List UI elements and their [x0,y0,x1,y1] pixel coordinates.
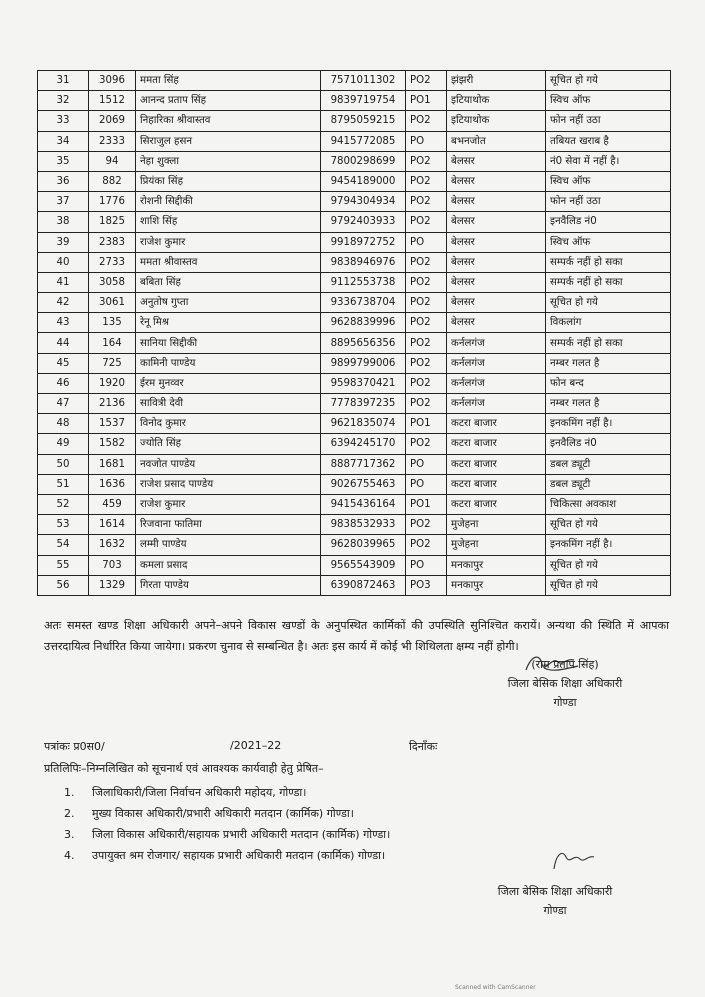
list-item-number: 2. [64,807,75,820]
mobile-cell: 8795059215 [321,111,406,131]
post-cell: PO2 [406,71,447,91]
post-cell: PO2 [406,353,447,373]
mobile-cell: 9628839996 [321,313,406,333]
name-cell: राजेश कुमार [136,494,321,514]
post-cell: PO2 [406,212,447,232]
serial-number-cell: 43 [38,313,89,333]
remark-cell: तबियत खराब है [546,131,671,151]
serial-number-cell: 41 [38,272,89,292]
table-row [38,313,671,333]
name-cell: बबिता सिंह [136,272,321,292]
name-cell: सानिया सिद्दीकी [136,333,321,353]
post-cell: PO2 [406,535,447,555]
post-cell: PO1 [406,494,447,514]
code-cell: 3096 [89,71,136,91]
list-item [64,782,664,803]
post-cell: PO2 [406,252,447,272]
name-cell: ममता श्रीवास्तव [136,252,321,272]
post-cell: PO2 [406,293,447,313]
name-cell: कमला प्रसाद [136,555,321,575]
serial-number-cell: 52 [38,494,89,514]
mobile-cell: 9792403933 [321,212,406,232]
table-row [38,232,671,252]
mobile-cell: 7778397235 [321,394,406,414]
code-cell: 882 [89,171,136,191]
remark-cell: डबल ड्यूटी [546,474,671,494]
table-row [38,535,671,555]
serial-number-cell: 49 [38,434,89,454]
table-row [38,494,671,514]
serial-number-cell: 40 [38,252,89,272]
remark-cell: नं0 सेवा में नहीं है। [546,151,671,171]
code-cell: 1632 [89,535,136,555]
name-cell: गिरता पाण्डेय [136,575,321,595]
mobile-cell: 9454189000 [321,171,406,191]
code-cell: 1776 [89,192,136,212]
remark-cell: सम्पर्क नहीं हो सका [546,272,671,292]
block-cell: कर्नलगंज [447,353,546,373]
code-cell: 1512 [89,91,136,111]
serial-number-cell: 45 [38,353,89,373]
post-cell: PO2 [406,151,447,171]
signature-block [470,655,660,712]
name-cell: लम्मी पाण्डेय [136,535,321,555]
table-row [38,575,671,595]
block-cell: कर्नलगंज [447,394,546,414]
remark-cell: डबल ड्यूटी [546,454,671,474]
serial-number-cell: 36 [38,171,89,191]
mobile-cell: 9336738704 [321,293,406,313]
list-item-text: मुख्य विकास अधिकारी/प्रभारी अधिकारी मतदान (कार्मिक) गोण्डा। [92,807,354,820]
mobile-cell: 9628039965 [321,535,406,555]
block-cell: बेलसर [447,232,546,252]
mobile-cell: 9565543909 [321,555,406,575]
remark-cell: स्विच ऑफ [546,171,671,191]
table-row [38,151,671,171]
serial-number-cell: 38 [38,212,89,232]
mobile-cell: 6390872463 [321,575,406,595]
post-cell: PO2 [406,434,447,454]
code-cell: 2136 [89,394,136,414]
mobile-cell: 8887717362 [321,454,406,474]
block-cell: मुजेहना [447,515,546,535]
list-item [64,824,664,845]
table-row [38,252,671,272]
block-cell: बेलसर [447,293,546,313]
post-cell: PO [406,474,447,494]
table-row [38,293,671,313]
signatory-designation-2: जिला बेसिक शिक्षा अधिकारी [497,885,613,898]
post-cell: PO2 [406,394,447,414]
block-cell: बेलसर [447,212,546,232]
list-item [64,803,664,824]
name-cell: नवजोत पाण्डेय [136,454,321,474]
table-row [38,434,671,454]
serial-number-cell: 48 [38,414,89,434]
table-row [38,192,671,212]
mobile-cell: 9112553738 [321,272,406,292]
remark-cell: सूचित हो गये [546,71,671,91]
post-cell: PO2 [406,111,447,131]
code-cell: 2333 [89,131,136,151]
block-cell: बभनजोत [447,131,546,151]
table-row [38,555,671,575]
name-cell: नेहा शुक्ला [136,151,321,171]
block-cell: बेलसर [447,313,546,333]
remark-cell: फोन बन्द [546,373,671,393]
list-item-text: उपायुक्त श्रम रोजगार/ सहायक प्रभारी अधिकारी मतदान (कार्मिक) गोण्डा। [92,849,386,862]
serial-number-cell: 32 [38,91,89,111]
code-cell: 135 [89,313,136,333]
list-item-text: जिलाधिकारी/जिला निर्वाचन अधिकारी महोदय, गोण्डा। [92,786,307,799]
signatory-name: (राम प्रताप सिंह) [531,658,599,671]
block-cell: कटरा बाजार [447,454,546,474]
serial-number-cell: 55 [38,555,89,575]
post-cell: PO2 [406,515,447,535]
serial-number-cell: 54 [38,535,89,555]
post-cell: PO2 [406,373,447,393]
name-cell: राजेश कुमार [136,232,321,252]
mobile-cell: 9839719754 [321,91,406,111]
serial-number-cell: 37 [38,192,89,212]
post-cell: PO2 [406,313,447,333]
serial-number-cell: 50 [38,454,89,474]
name-cell: कामिनी पाण्डेय [136,353,321,373]
serial-number-cell: 39 [38,232,89,252]
remark-cell: फोन नहीं उठा [546,111,671,131]
remark-cell: नम्बर गलत है [546,394,671,414]
mobile-cell: 9415772085 [321,131,406,151]
table-row [38,111,671,131]
code-cell: 2733 [89,252,136,272]
block-cell: बेलसर [447,171,546,191]
remark-cell: स्विच ऑफ [546,91,671,111]
code-cell: 703 [89,555,136,575]
serial-number-cell: 46 [38,373,89,393]
name-cell: ज्योति सिंह [136,434,321,454]
signature-block-2 [470,882,640,920]
block-cell: कटरा बाजार [447,434,546,454]
name-cell: आनन्द प्रताप सिंह [136,91,321,111]
table-row [38,212,671,232]
remark-cell: इनवैलिड नं0 [546,212,671,232]
post-cell: PO [406,454,447,474]
post-cell: PO2 [406,333,447,353]
block-cell: मुजेहना [447,535,546,555]
mobile-cell: 9598370421 [321,373,406,393]
block-cell: कर्नलगंज [447,333,546,353]
block-cell: बेलसर [447,272,546,292]
serial-number-cell: 42 [38,293,89,313]
post-cell: PO3 [406,575,447,595]
table-row [38,414,671,434]
remark-cell: इनवैलिड नं0 [546,434,671,454]
serial-number-cell: 53 [38,515,89,535]
name-cell: शाशि सिंह [136,212,321,232]
name-cell: रेनू मिश्र [136,313,321,333]
code-cell: 164 [89,333,136,353]
post-cell: PO1 [406,414,447,434]
table-row [38,171,671,191]
post-cell: PO1 [406,91,447,111]
serial-number-cell: 31 [38,71,89,91]
code-cell: 1582 [89,434,136,454]
mobile-cell: 9838946976 [321,252,406,272]
remark-cell: विकलांग [546,313,671,333]
name-cell: राजेश प्रसाद पाण्डेय [136,474,321,494]
post-cell: PO [406,555,447,575]
copy-to-heading: प्रतिलिपिः–निम्नलिखित को सूचनार्थ एवं आवश्यक कार्यवाही हेतु प्रेषित– [44,762,324,775]
reference-year: /2021–22 [230,739,282,752]
block-cell: मनकापुर [447,555,546,575]
name-cell: निहारिका श्रीवास्तव [136,111,321,131]
mobile-cell: 9621835074 [321,414,406,434]
code-cell: 459 [89,494,136,514]
remark-cell: सूचित हो गये [546,515,671,535]
post-cell: PO [406,131,447,151]
code-cell: 1920 [89,373,136,393]
table-row [38,454,671,474]
signatory-place-2: गोण्डा [543,904,567,917]
block-cell: कटरा बाजार [447,414,546,434]
name-cell: रोशनी सिद्दीकी [136,192,321,212]
name-cell: ईरम मुनव्वर [136,373,321,393]
mobile-cell: 7571011302 [321,71,406,91]
list-item-number: 1. [64,786,75,799]
signature-icon-2 [548,845,598,875]
code-cell: 3061 [89,293,136,313]
serial-number-cell: 34 [38,131,89,151]
reference-date: दिनाँकः [409,740,438,753]
table-row [38,91,671,111]
serial-number-cell: 44 [38,333,89,353]
code-cell: 1537 [89,414,136,434]
code-cell: 1681 [89,454,136,474]
table-row [38,474,671,494]
block-cell: मनकापुर [447,575,546,595]
code-cell: 1614 [89,515,136,535]
serial-number-cell: 35 [38,151,89,171]
name-cell: विनोद कुमार [136,414,321,434]
block-cell: बेलसर [447,151,546,171]
mobile-cell: 9026755463 [321,474,406,494]
code-cell: 1825 [89,212,136,232]
table-row [38,333,671,353]
table-row [38,353,671,373]
remark-cell: सम्पर्क नहीं हो सका [546,252,671,272]
mobile-cell: 8895656356 [321,333,406,353]
scanner-watermark: Scanned with CamScanner [455,984,536,991]
post-cell: PO [406,232,447,252]
staff-table-body [38,71,671,596]
remark-cell: इनकमिंग नहीं है। [546,535,671,555]
block-cell: कर्नलगंज [447,373,546,393]
block-cell: बेलसर [447,192,546,212]
code-cell: 1329 [89,575,136,595]
remark-cell: सूचित हो गये [546,555,671,575]
table-row [38,515,671,535]
code-cell: 94 [89,151,136,171]
post-cell: PO2 [406,171,447,191]
remark-cell: स्विच ऑफ [546,232,671,252]
list-item-text: जिला विकास अधिकारी/सहायक प्रभारी अधिकारी मतदान (कार्मिक) गोण्डा। [92,828,391,841]
code-cell: 725 [89,353,136,373]
instruction-paragraph: अतः समस्त खण्ड शिक्षा अधिकारी अपने–अपने विकास खण्डों के अनुपस्थित कार्मिकों की उपस्थिति सुनिश्चित करायें। अन्यथा की स्थिति में आपका उत्तरदायित्व निर्धारित किया जायेगा। प्रकरण चुनाव से सम्बन्धित है। अतः इस कार्य में कोई भी शिथिलता क्षम्य नहीं होगी। [44,619,669,653]
name-cell: सिराजुल हसन [136,131,321,151]
block-cell: इटियाथोक [447,91,546,111]
table-row [38,272,671,292]
remark-cell: सम्पर्क नहीं हो सका [546,333,671,353]
table-row [38,71,671,91]
remark-cell: सूचित हो गये [546,575,671,595]
post-cell: PO2 [406,192,447,212]
serial-number-cell: 51 [38,474,89,494]
remark-cell: इनकमिंग नहीं है। [546,414,671,434]
name-cell: रिजवाना फातिमा [136,515,321,535]
table-row [38,131,671,151]
remark-cell: सूचित हो गये [546,293,671,313]
table-row [38,394,671,414]
table-row [38,373,671,393]
mobile-cell: 9794304934 [321,192,406,212]
post-cell: PO2 [406,272,447,292]
staff-table [37,70,671,596]
mobile-cell: 9918972752 [321,232,406,252]
block-cell: कटरा बाजार [447,474,546,494]
list-item-number: 3. [64,828,75,841]
remark-cell: फोन नहीं उठा [546,192,671,212]
remark-cell: चिकित्सा अवकाश [546,494,671,514]
reference-number: पत्रांकः प्र0स0/ [44,740,105,753]
name-cell: प्रियंका सिंह [136,171,321,191]
name-cell: ममता सिंह [136,71,321,91]
mobile-cell: 6394245170 [321,434,406,454]
code-cell: 1636 [89,474,136,494]
name-cell: अनुतोष गुप्ता [136,293,321,313]
mobile-cell: 9899799006 [321,353,406,373]
code-cell: 3058 [89,272,136,292]
block-cell: कटरा बाजार [447,494,546,514]
mobile-cell: 9415436164 [321,494,406,514]
name-cell: सावित्री देवी [136,394,321,414]
block-cell: इटियाथोक [447,111,546,131]
list-item-number: 4. [64,849,75,862]
serial-number-cell: 47 [38,394,89,414]
code-cell: 2069 [89,111,136,131]
signatory-designation: जिला बेसिक शिक्षा अधिकारी [507,677,623,690]
code-cell: 2383 [89,232,136,252]
block-cell: झंझरी [447,71,546,91]
serial-number-cell: 56 [38,575,89,595]
mobile-cell: 7800298699 [321,151,406,171]
serial-number-cell: 33 [38,111,89,131]
block-cell: बेलसर [447,252,546,272]
mobile-cell: 9838532933 [321,515,406,535]
remark-cell: नम्बर गलत है [546,353,671,373]
signatory-place: गोण्डा [553,696,577,709]
